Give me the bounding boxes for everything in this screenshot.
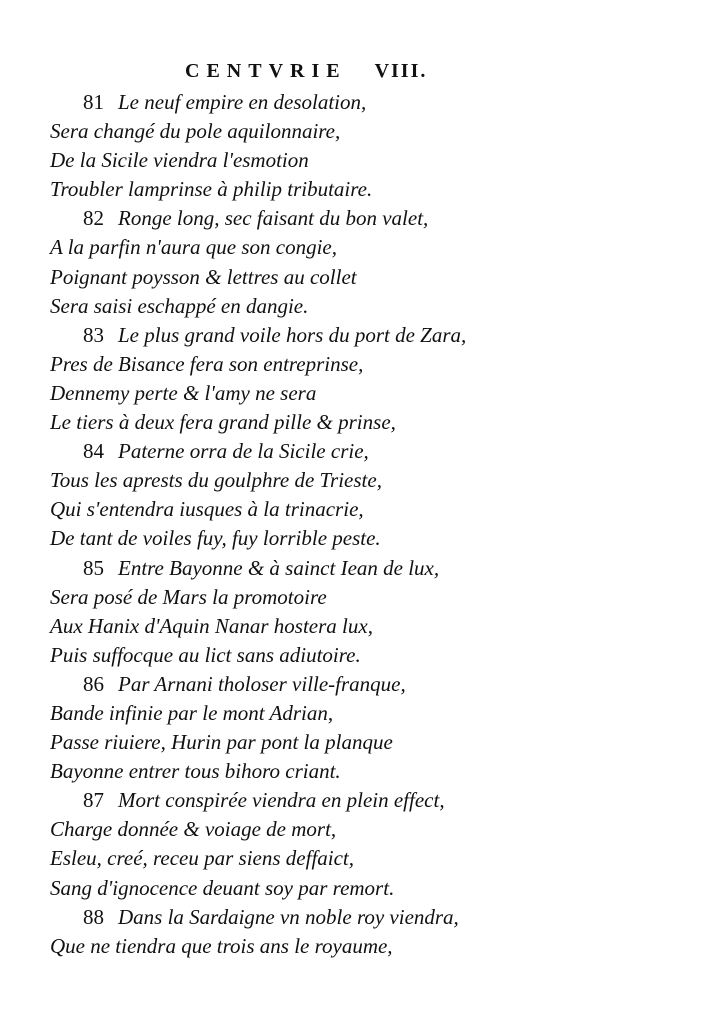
verse-text: Dans la Sardaigne vn noble roy viendra, xyxy=(118,904,459,929)
verse-text: Dennemy perte & l'amy ne sera xyxy=(50,380,317,405)
verse-line xyxy=(50,466,690,495)
verse-line xyxy=(50,932,690,961)
verse-line xyxy=(50,175,690,204)
verse-line xyxy=(50,350,690,379)
verse-line xyxy=(50,88,690,117)
verse-text: Ronge long, sec faisant du bon valet, xyxy=(118,206,429,231)
running-header xyxy=(185,60,427,83)
verse-text: Que ne tiendra que trois ans le royaume, xyxy=(50,933,393,958)
verse-line xyxy=(50,844,690,873)
verse-text: Sera changé du pole aquilonnaire, xyxy=(50,119,341,144)
verse-text: A la parfin n'aura que son congie, xyxy=(50,235,338,260)
verse-line xyxy=(50,728,690,757)
quatrain-number: 88 xyxy=(83,904,104,929)
verse-line xyxy=(50,437,690,466)
verse-line xyxy=(50,641,690,670)
header-title: CENTVRIE xyxy=(185,60,347,82)
verse-line xyxy=(50,670,690,699)
verse-text: Sera posé de Mars la promotoire xyxy=(50,584,327,609)
verse-text: Qui s'entendra iusques à la trinacrie, xyxy=(50,497,364,522)
quatrain-number: 84 xyxy=(83,439,104,464)
folio-number: VIII. xyxy=(374,60,428,82)
verse-text: De la Sicile viendra l'esmotion xyxy=(50,148,309,173)
verse-text: Le tiers à deux fera grand pille & prinse, xyxy=(50,410,396,435)
quatrain-number: 86 xyxy=(83,671,104,696)
verse-line xyxy=(50,874,690,903)
verse-line xyxy=(50,408,690,437)
verse-line xyxy=(50,815,690,844)
quatrain-number: 81 xyxy=(83,90,104,114)
verse-line xyxy=(50,263,690,292)
verse-line xyxy=(50,786,690,815)
quatrain-number: 85 xyxy=(83,555,104,580)
verse-text: Paterne orra de la Sicile crie, xyxy=(118,439,369,464)
verse-line xyxy=(50,903,690,932)
verse-line xyxy=(50,292,690,321)
verse-line xyxy=(50,233,690,262)
verse-line xyxy=(50,204,690,233)
verse-line xyxy=(50,321,690,350)
verse-line xyxy=(50,495,690,524)
verse-line xyxy=(50,612,690,641)
verse-text: Bande infinie par le mont Adrian, xyxy=(50,700,334,725)
verse-line xyxy=(50,117,690,146)
quatrain-number: 87 xyxy=(83,788,104,813)
verse-text: Le plus grand voile hors du port de Zara, xyxy=(118,322,467,347)
verse-line xyxy=(50,554,690,583)
verse-text: Le neuf empire en desolation, xyxy=(118,90,367,114)
quatrain-number: 82 xyxy=(83,206,104,231)
verse-text: Par Arnani tholoser ville-franque, xyxy=(118,671,406,696)
verse-text: Puis suffocque au lict sans adiutoire. xyxy=(50,642,361,667)
verse-text: De tant de voiles fuy, fuy lorrible peste. xyxy=(50,526,381,551)
verse-text: Esleu, creé, receu par siens deffaict, xyxy=(50,846,355,871)
verse-text: Entre Bayonne & à sainct Iean de lux, xyxy=(118,555,440,580)
verse-line xyxy=(50,699,690,728)
verse-text: Tous les aprests du goulphre de Trieste, xyxy=(50,468,382,493)
verse-text: Sang d'ignocence deuant soy par remort. xyxy=(50,875,395,900)
verse-line xyxy=(50,757,690,786)
verse-text: Poignant poysson & lettres au collet xyxy=(50,264,357,289)
verse-line xyxy=(50,524,690,553)
quatrain-number: 83 xyxy=(83,322,104,347)
verse-text: Bayonne entrer tous bihoro criant. xyxy=(50,759,341,784)
verse-text: Charge donnée & voiage de mort, xyxy=(50,817,337,842)
verse-text: Pres de Bisance fera son entreprinse, xyxy=(50,351,364,376)
verse-line xyxy=(50,583,690,612)
verse-text: Aux Hanix d'Aquin Nanar hostera lux, xyxy=(50,613,373,638)
verse-text: Troubler lamprinse à philip tributaire. xyxy=(50,177,373,202)
verse-text: Mort conspirée viendra en plein effect, xyxy=(118,788,445,813)
quatrain-list xyxy=(50,88,690,961)
verse-line xyxy=(50,146,690,175)
verse-text: Passe riuiere, Hurin par pont la planque xyxy=(50,730,393,755)
verse-text: Sera saisi eschappé en dangie. xyxy=(50,293,309,318)
verse-line xyxy=(50,379,690,408)
